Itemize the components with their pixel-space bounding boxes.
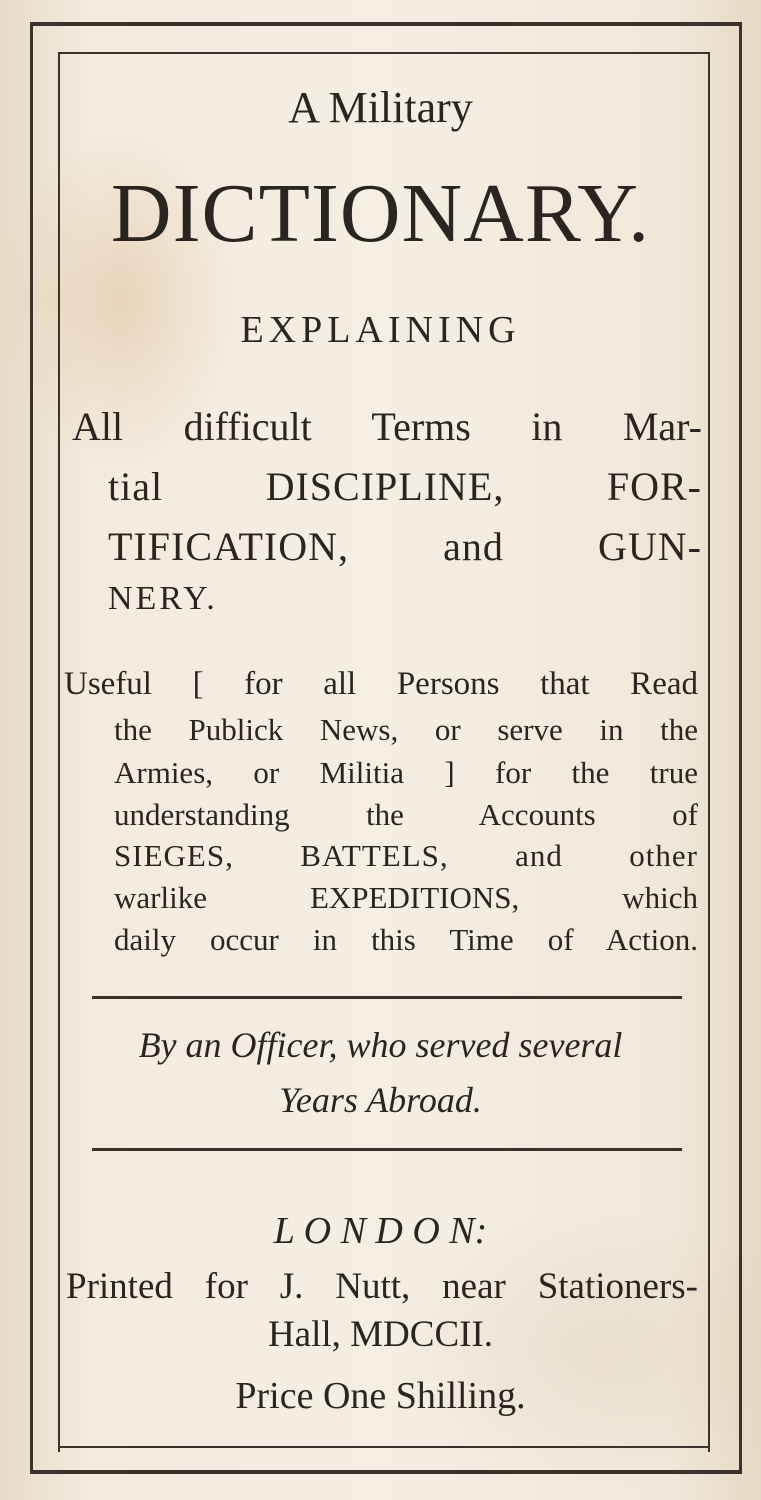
imprint-city: L O N D O N: (273, 1210, 488, 1252)
page-title: DICTIONARY. (110, 167, 651, 260)
description-line-3: TIFICATION, and GUN- (108, 524, 702, 569)
border-bottom-outer (30, 1470, 742, 1474)
price-line: Price One Shilling. (235, 1375, 526, 1417)
useful-line-2: the Publick News, or serve in the (114, 712, 698, 747)
divider-rule-2 (92, 1148, 682, 1151)
useful-line-4: understanding the Accounts of (114, 797, 698, 832)
border-top-inner (60, 52, 708, 54)
useful-line-7: daily occur in this Time of Action. (114, 922, 698, 957)
title-intro: A Military (288, 83, 473, 132)
author-line-1: By an Officer, who served several (138, 1025, 623, 1065)
imprint-line-1: Printed for J. Nutt, near Stationers- (66, 1266, 698, 1307)
border-top-outer (30, 22, 742, 26)
useful-line-3: Armies, or Militia ] for the true (114, 755, 698, 790)
author-line-2: Years Abroad. (279, 1080, 482, 1120)
useful-line-5: SIEGES, BATTELS, and other (114, 838, 698, 873)
description-line-1: All difficult Terms in Mar- (72, 404, 702, 449)
description-line-4: NERY. (108, 580, 218, 617)
useful-line-6: warlike EXPEDITIONS, which (114, 880, 698, 915)
description-line-2: tial DISCIPLINE, FOR- (108, 464, 702, 509)
divider-rule-1 (92, 996, 682, 999)
imprint-line-2: Hall, MDCCII. (267, 1314, 494, 1355)
useful-line-1: Useful [ for all Persons that Read (64, 666, 698, 702)
border-bottom-inner (60, 1446, 708, 1448)
explaining-heading: EXPLAINING (240, 309, 521, 351)
